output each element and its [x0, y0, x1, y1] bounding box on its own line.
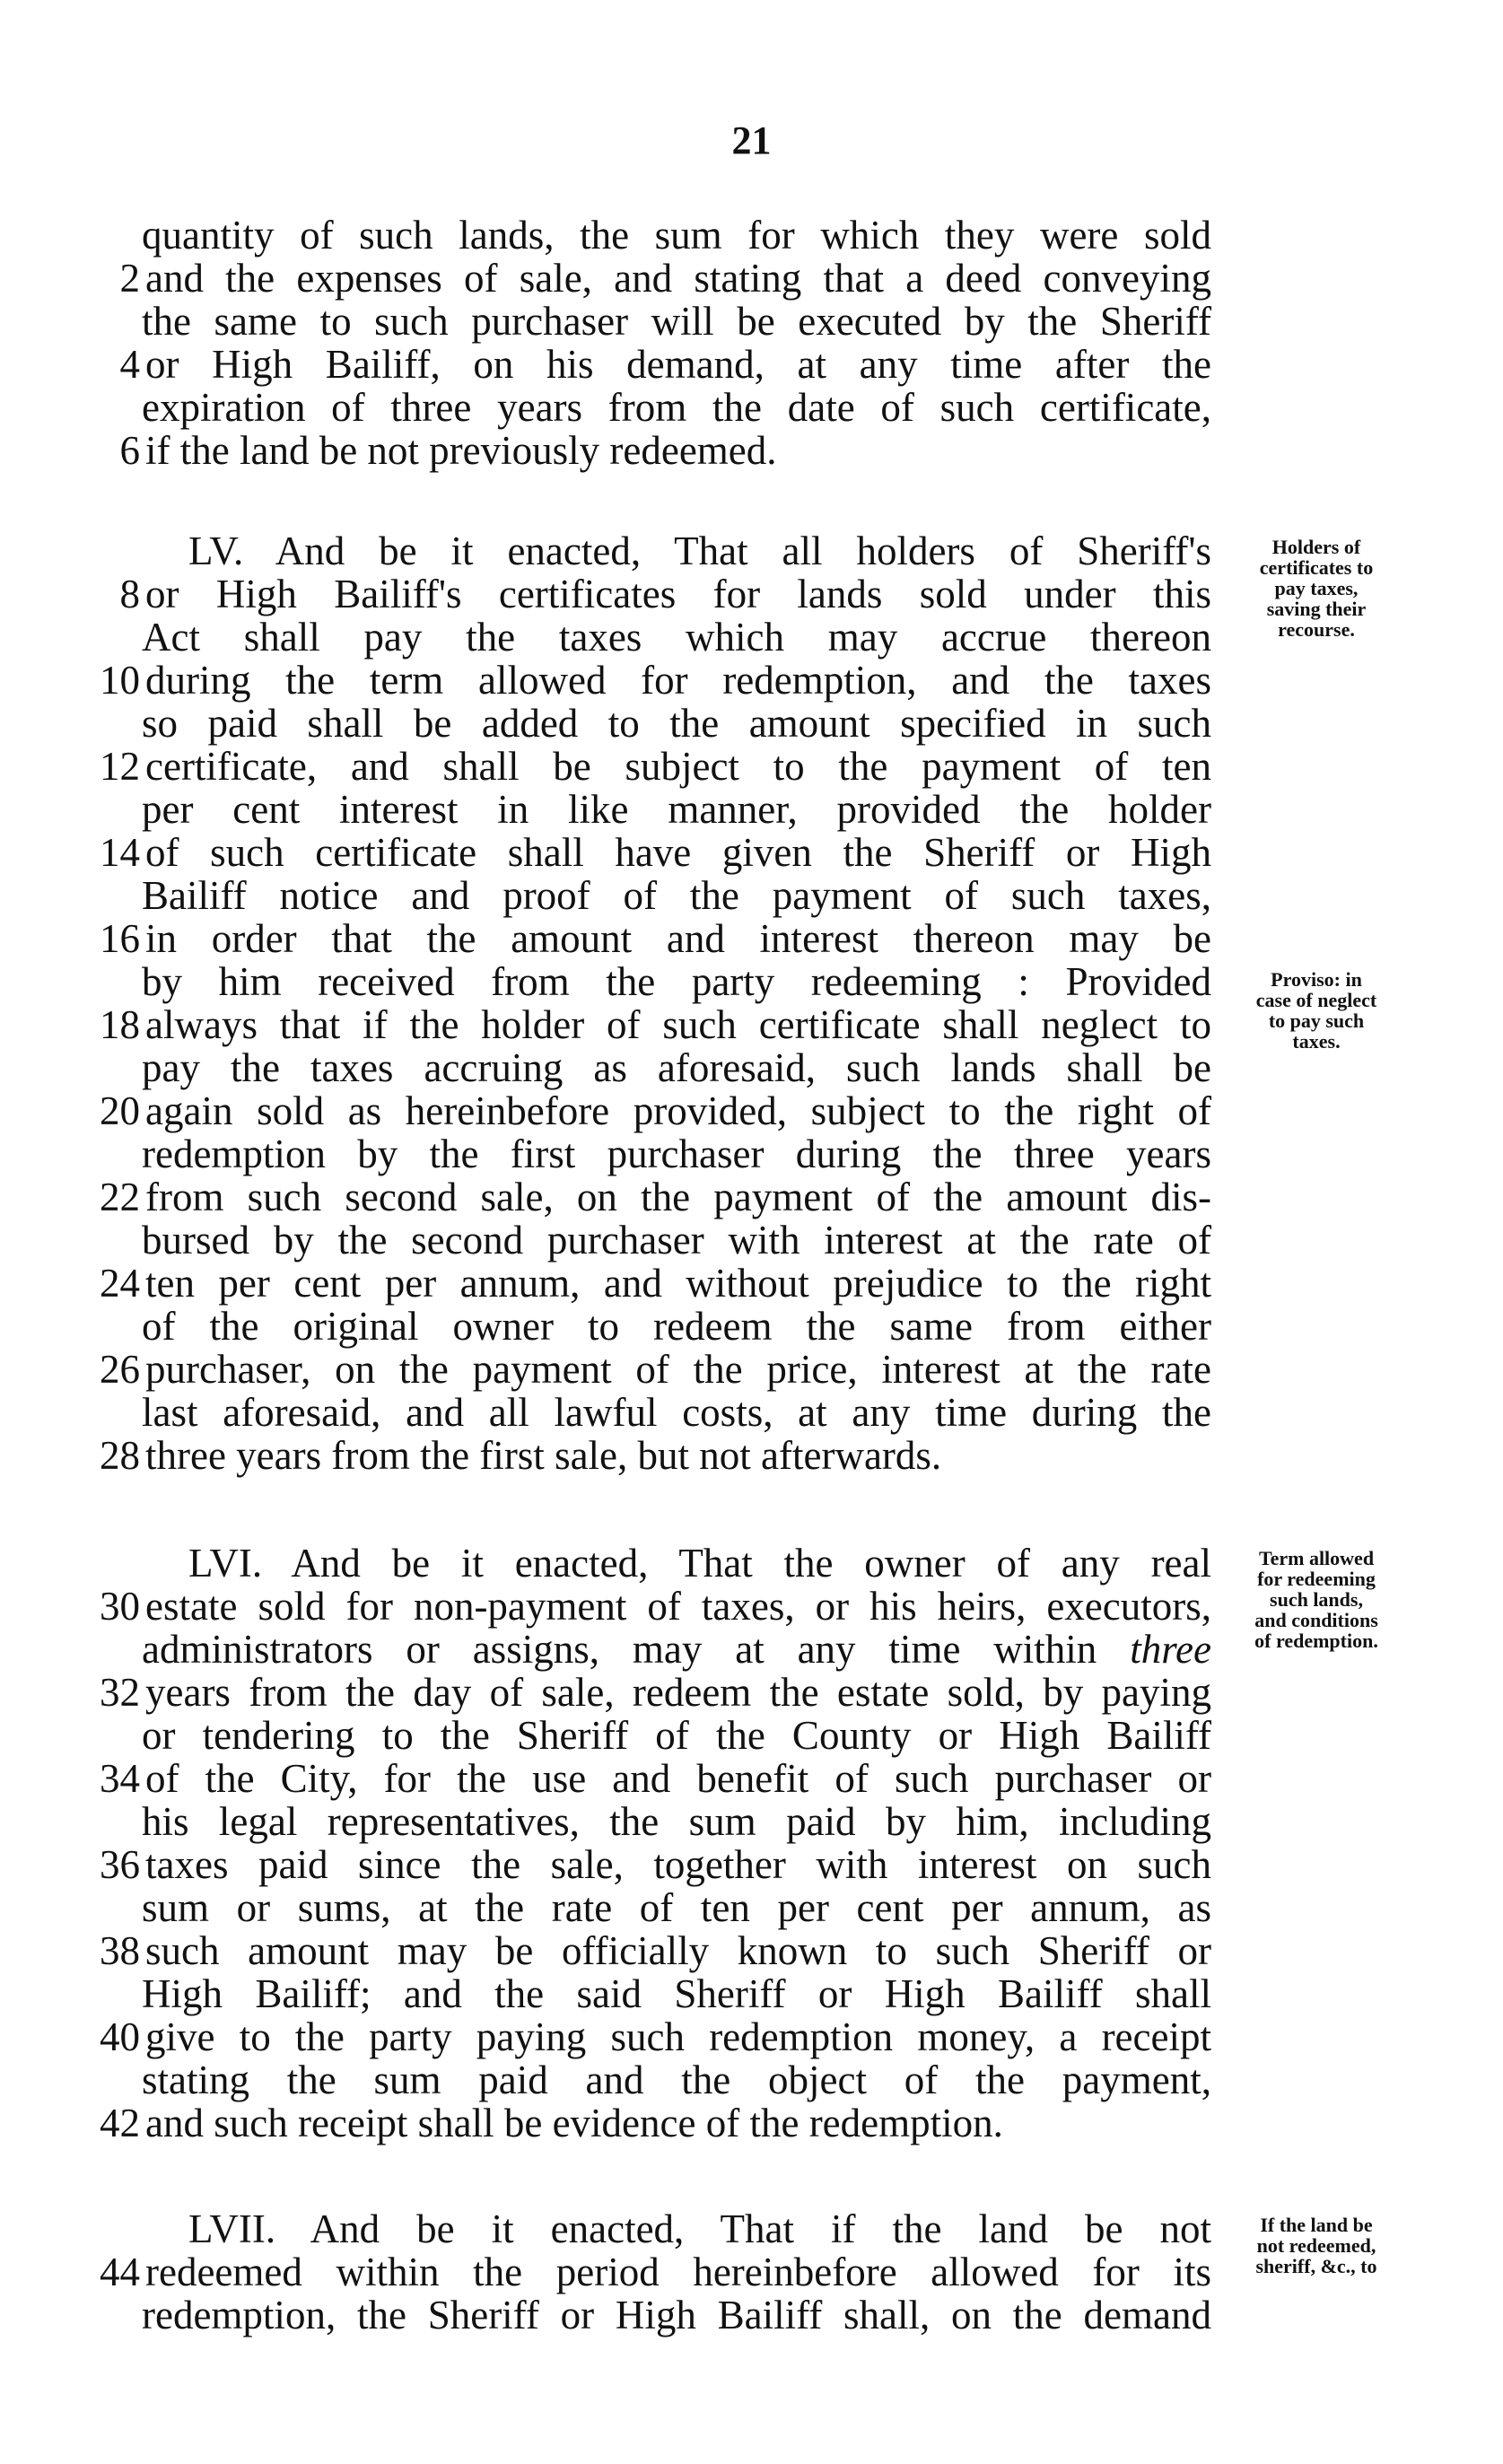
text-line: [63, 257, 1211, 300]
margin-note-line: saving their: [1266, 598, 1367, 620]
text-line: [63, 702, 1211, 745]
line-number: 30: [100, 1584, 140, 1629]
line-text: redeemed within the period hereinbefore allowed for its: [145, 2250, 1211, 2294]
text-line: [63, 1262, 1211, 1305]
text-line: [63, 572, 1211, 616]
text-line: [63, 960, 1211, 1003]
text-line: [63, 1434, 1211, 1477]
text-line: [63, 300, 1211, 343]
line-text: quantity of such lands, the sum for which they were sold: [142, 213, 1211, 258]
line-text: or High Bailiff, on his demand, at any time after the: [145, 342, 1211, 387]
line-number: 36: [100, 1842, 140, 1887]
margin-note-line: Proviso: in: [1271, 968, 1362, 991]
line-text: LVI. And be it enacted, That the owner of any real: [188, 1541, 1211, 1586]
margin-note-line: of redemption.: [1254, 1630, 1378, 1652]
line-text: redemption, the Sheriff or High Bailiff shall, on the demand: [142, 2293, 1211, 2337]
text-line: [63, 2250, 1211, 2294]
text-line: [63, 2207, 1211, 2250]
line-number: 12: [100, 744, 140, 789]
line-text: purchaser, on the payment of the price, interest at the rate: [145, 1347, 1211, 1392]
line-text: of such certificate shall have given the Sheriff or High: [145, 830, 1211, 875]
text-line: [63, 2058, 1211, 2101]
text-line: [63, 529, 1211, 572]
text-line: [63, 1757, 1211, 1800]
line-text: again sold as hereinbefore provided, subject to the right of: [145, 1088, 1211, 1133]
line-number: 24: [100, 1261, 140, 1306]
line-text: redemption by the first purchaser during the three years: [142, 1132, 1211, 1176]
line-text: if the land be not previously redeemed.: [145, 428, 777, 473]
line-text: in order that the amount and interest thereon may be: [145, 916, 1211, 961]
line-number: 22: [100, 1175, 140, 1219]
line-text: estate sold for non-payment of taxes, or his heirs, executors,: [145, 1584, 1211, 1629]
line-text: sum or sums, at the rate of ten per cent per annum, as: [142, 1885, 1211, 1930]
text-line: [63, 1671, 1211, 1714]
text-line: [63, 214, 1211, 257]
line-text: three years from the first sale, but not afterwards.: [145, 1433, 942, 1478]
line-text: LVII. And be it enacted, That if the land be not: [188, 2206, 1211, 2251]
line-text: always that if the holder of such certificate shall neglect to: [145, 1002, 1211, 1047]
line-text: give to the party paying such redemption money, a receipt: [145, 2014, 1211, 2059]
text-line: [63, 429, 1211, 472]
margin-note-line: Holders of: [1271, 536, 1361, 558]
line-text: pay the taxes accruing as aforesaid, such lands shall be: [142, 1045, 1211, 1090]
margin-note-line: such lands,: [1270, 1588, 1363, 1611]
text-line: [63, 1585, 1211, 1628]
text-line: [63, 788, 1211, 831]
line-text-main: administrators or assigns, may at any time within: [142, 1627, 1097, 1672]
line-text: LV. And be it enacted, That all holders of Sheriff's: [188, 529, 1211, 573]
line-number: 44: [100, 2250, 140, 2294]
italic-word: three: [1130, 1627, 1211, 1672]
margin-note-line: recourse.: [1278, 618, 1355, 641]
line-text: per cent interest in like manner, provided the holder: [142, 787, 1211, 832]
line-number: 34: [100, 1756, 140, 1801]
line-text: or High Bailiff's certificates for lands sold under this: [145, 572, 1211, 616]
line-number: 42: [100, 2101, 140, 2145]
line-number: 28: [100, 1433, 140, 1478]
line-number: 38: [100, 1928, 140, 1973]
line-text: his legal representatives, the sum paid by him, including: [142, 1799, 1211, 1844]
margin-note-line: Term allowed: [1258, 1547, 1375, 1569]
line-text: of the original owner to redeem the same from either: [142, 1304, 1211, 1349]
margin-note-line: case of neglect: [1255, 989, 1377, 1011]
line-number: 4: [119, 342, 140, 387]
text-line: [63, 343, 1211, 386]
margin-note-line: pay taxes,: [1274, 577, 1359, 599]
line-number: 2: [119, 256, 140, 301]
line-text: stating the sum paid and the object of the payment,: [142, 2058, 1211, 2102]
line-text: and the expenses of sale, and stating that a deed conveying: [145, 256, 1211, 301]
margin-note-line: sheriff, &c., to: [1255, 2255, 1377, 2277]
line-text: such amount may be officially known to such Sheriff or: [145, 1928, 1211, 1973]
line-number: 10: [100, 658, 140, 703]
text-line: [63, 2101, 1211, 2145]
text-line: [63, 1348, 1211, 1391]
text-line: [63, 917, 1211, 960]
text-line: [63, 1542, 1211, 1585]
text-line: [63, 1843, 1211, 1886]
line-number: 18: [100, 1002, 140, 1047]
margin-note: [1213, 537, 1420, 640]
text-line: [63, 1046, 1211, 1089]
line-text: during the term allowed for redemption, and the taxes: [145, 658, 1211, 703]
line-text: years from the day of sale, redeem the estate sold, by paying: [145, 1670, 1211, 1715]
margin-note-line: and conditions: [1254, 1609, 1378, 1631]
text-line: [63, 1219, 1211, 1262]
text-line: [63, 1886, 1211, 1929]
text-line: [63, 1175, 1211, 1219]
line-number: 32: [100, 1670, 140, 1715]
line-number: 6: [119, 428, 140, 473]
line-text: Act shall pay the taxes which may accrue thereon: [142, 615, 1211, 660]
line-text: or tendering to the Sheriff of the County or High Bailiff: [142, 1713, 1211, 1758]
margin-note-line: for redeeming: [1257, 1568, 1376, 1590]
text-line: [63, 745, 1211, 788]
page-number: 21: [731, 118, 772, 162]
margin-note: [1213, 2215, 1420, 2276]
margin-note-line: to pay such: [1268, 1009, 1365, 1032]
text-line: [63, 659, 1211, 702]
text-line: [63, 1628, 1211, 1671]
text-line: [63, 1800, 1211, 1843]
margin-note-line: If the land be: [1260, 2214, 1373, 2236]
text-line: [63, 2294, 1211, 2337]
text-line: [63, 2015, 1211, 2058]
text-line: [63, 1972, 1211, 2015]
text-line: [63, 1391, 1211, 1434]
line-text: so paid shall be added to the amount specified in such: [142, 701, 1211, 746]
text-line: [63, 1929, 1211, 1972]
line-text: and such receipt shall be evidence of the redemption.: [145, 2101, 1003, 2145]
margin-note-line: taxes.: [1292, 1030, 1341, 1053]
line-text: ten per cent per annum, and without prejudice to the right: [145, 1261, 1211, 1306]
line-text: High Bailiff; and the said Sheriff or High Bailiff shall: [142, 1971, 1211, 2016]
line-number: 20: [100, 1088, 140, 1133]
line-number: 40: [100, 2014, 140, 2059]
line-text: bursed by the second purchaser with interest at the rate of: [142, 1218, 1211, 1263]
text-line: [63, 1714, 1211, 1757]
line-text: by him received from the party redeeming : Provided: [142, 959, 1211, 1004]
text-line: [63, 831, 1211, 874]
text-line: [63, 616, 1211, 659]
margin-note-line: certificates to: [1259, 556, 1374, 579]
line-text: taxes paid since the sale, together with interest on such: [145, 1842, 1211, 1887]
line-number: 14: [100, 830, 140, 875]
text-line: [63, 1003, 1211, 1046]
line-text: Bailiff notice and proof of the payment of such taxes,: [142, 873, 1211, 918]
text-line: [63, 1305, 1211, 1348]
line-text: [142, 1628, 1211, 1671]
text-line: [63, 1089, 1211, 1132]
line-text: last aforesaid, and all lawful costs, at any time during the: [142, 1390, 1211, 1435]
line-number: 16: [100, 916, 140, 961]
margin-note: [1213, 1548, 1420, 1651]
line-number: 26: [100, 1347, 140, 1392]
line-text: certificate, and shall be subject to the payment of ten: [145, 744, 1211, 789]
line-text: the same to such purchaser will be executed by the Sheriff: [142, 299, 1211, 344]
text-line: [63, 874, 1211, 917]
line-text: from such second sale, on the payment of the amount dis-: [145, 1175, 1211, 1219]
text-line: [63, 1132, 1211, 1175]
line-number: 8: [119, 572, 140, 616]
text-line: [63, 386, 1211, 429]
line-text: of the City, for the use and benefit of such purchaser or: [145, 1756, 1211, 1801]
margin-note: [1213, 969, 1420, 1052]
line-text: expiration of three years from the date of such certificate,: [142, 385, 1211, 430]
margin-note-line: not redeemed,: [1256, 2234, 1376, 2257]
